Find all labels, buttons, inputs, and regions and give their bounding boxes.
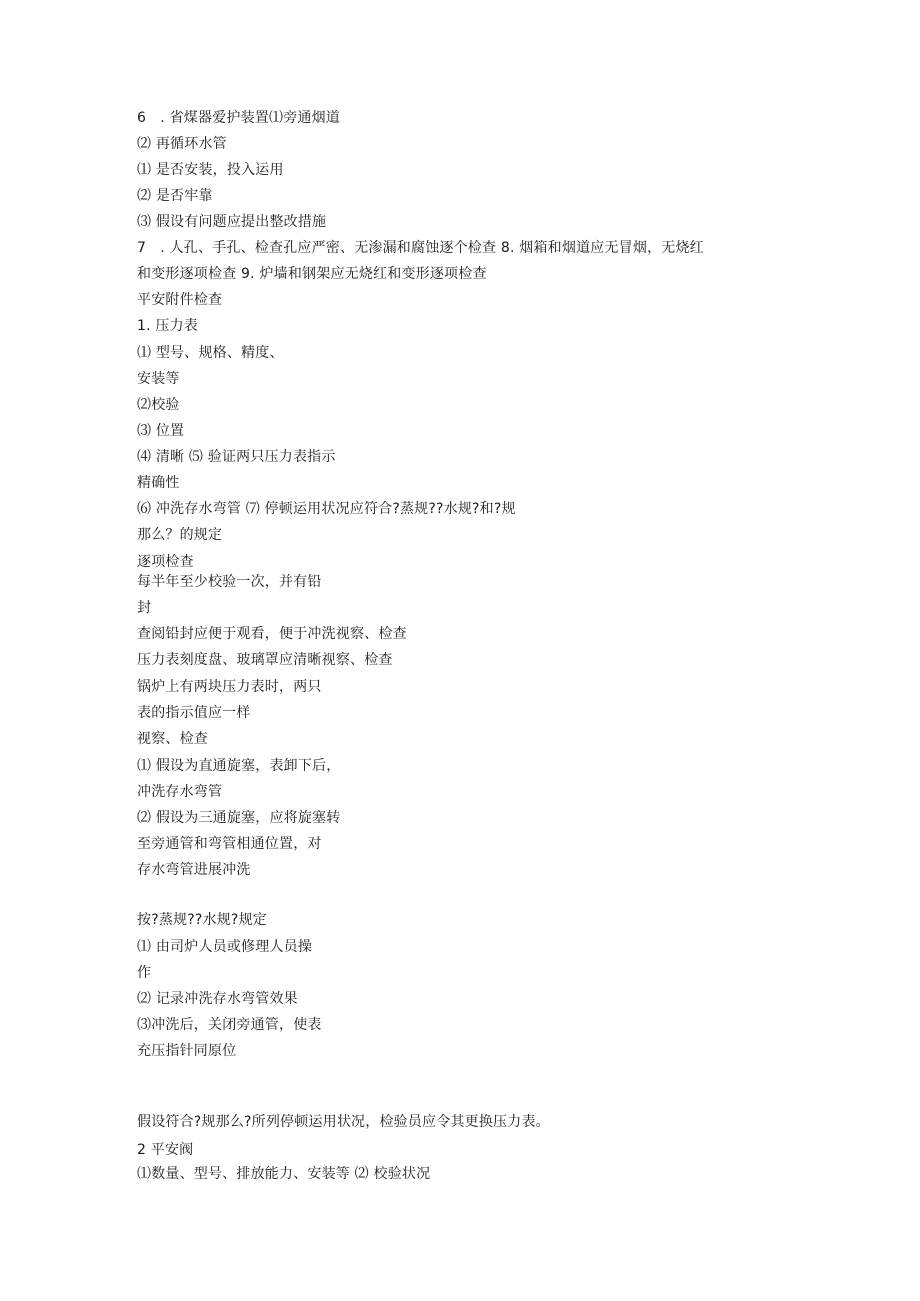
text-line: ⑵ 记录冲洗存水弯管效果 <box>137 991 298 1007</box>
text-line: 锅炉上有两块压力表时，两只 <box>137 679 322 695</box>
text-line: 精确性 <box>137 475 180 491</box>
text-line: 至旁通管和弯管相通位置，对 <box>137 836 322 852</box>
text-line: 7 . 人孔、手孔、检查孔应严密、无渗漏和腐蚀逐个检查 8. 烟箱和烟道应无冒烟，无烧红 <box>137 240 704 256</box>
text-line: ⑵校验 <box>137 397 180 413</box>
subsection-heading: 2 平安阀 <box>137 1142 194 1158</box>
text-line: ⑴数量、型号、排放能力、安装等 ⑵ 校验状况 <box>137 1166 431 1182</box>
text-line: 作 <box>137 965 152 981</box>
text-line: 6 . 省煤器爱护装置⑴旁通烟道 <box>137 110 341 126</box>
text-line: 安装等 <box>137 371 180 387</box>
text-line: 查阅铅封应便于观看，便于冲洗视察、检查 <box>137 626 407 642</box>
text-line: ⑴ 由司炉人员或修理人员操 <box>137 939 313 955</box>
text-line: 那么？的规定 <box>137 527 223 543</box>
text-line: 封 <box>137 600 152 616</box>
text-line: ⑵ 是否牢靠 <box>137 188 213 204</box>
text-line: 冲洗存水弯管 <box>137 784 223 800</box>
text-line: 按?蒸规??水规?规定 <box>137 912 267 928</box>
text-line: ⑷ 清晰 ⑸ 验证两只压力表指示 <box>137 449 336 465</box>
text-line: 每半年至少校验一次，并有铅 <box>137 574 322 590</box>
text-line: ⑹ 冲洗存水弯管 ⑺ 停顿运用状况应符合?蒸规??水规?和?规 <box>137 501 516 517</box>
text-line: 视察、检查 <box>137 731 208 747</box>
subsection-heading: 1. 压力表 <box>137 318 199 334</box>
text-line: 存水弯管进展冲洗 <box>137 862 251 878</box>
text-line: ⑴ 假设为直通旋塞，表卸下后， <box>137 758 341 774</box>
text-line: 和变形逐项检查 9. 炉墙和钢架应无烧红和变形逐项检查 <box>137 266 487 282</box>
text-line: ⑵ 再循环水管 <box>137 136 227 152</box>
section-heading: 平安附件检查 <box>137 292 223 308</box>
text-line: 充压指针同原位 <box>137 1043 237 1059</box>
text-line: 逐项检查 <box>137 554 194 570</box>
text-line: 表的指示值应一样 <box>137 705 251 721</box>
text-line: ⑶ 假设有问题应提出整改措施 <box>137 214 327 230</box>
text-line: 假设符合?规那么?所列停顿运用状况，检验员应令其更换压力表。 <box>137 1114 550 1130</box>
text-line: ⑴ 型号、规格、精度、 <box>137 345 284 361</box>
text-line: 压力表刻度盘、玻璃罩应清晰视察、检查 <box>137 652 393 668</box>
text-line: ⑴ 是否安装，投入运用 <box>137 162 284 178</box>
text-line: ⑵ 假设为三通旋塞，应将旋塞转 <box>137 810 341 826</box>
text-line: ⑶冲洗后，关闭旁通管，使表 <box>137 1017 322 1033</box>
text-line: ⑶ 位置 <box>137 423 185 439</box>
